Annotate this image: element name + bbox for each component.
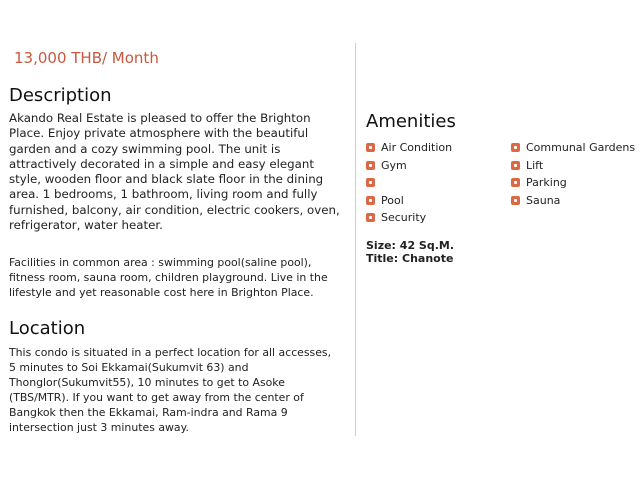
amenity-bullet-icon	[366, 143, 375, 152]
price-label: 13,000 THB/ Month	[14, 49, 159, 67]
amenity-label: Gym	[381, 158, 407, 172]
amenity-item	[511, 174, 635, 192]
amenity-label: Pool	[381, 193, 404, 207]
amenity-label: Air Condition	[381, 141, 453, 155]
amenity-label: Parking	[526, 176, 567, 190]
amenity-bullet-icon	[511, 161, 520, 170]
amenity-bullet-icon	[366, 196, 375, 205]
amenity-item	[366, 174, 452, 192]
amenity-label: Lift	[526, 158, 544, 172]
amenity-bullet-icon	[366, 161, 375, 170]
title-deed-label: Title: Chanote	[366, 251, 454, 265]
column-divider	[355, 43, 356, 436]
amenities-list-col2	[511, 139, 635, 209]
description-heading: Description	[9, 85, 112, 106]
description-paragraph: Akando Real Estate is pleased to offer the Brighton Place. Enjoy private atmosphere with the beautiful garden and a cozy swimming pool. The unit is attractively decorated in a simple and easy elegant style, wooden floor and black slate floor in the dining area. 1 bedrooms, 1 bathroom, living room and fully furnished, balcony, air condition, electric cookers, oven, refrigerator, water heater.	[9, 111, 340, 233]
size-label: Size: 42 Sq.M.	[366, 239, 455, 252]
location-paragraph: This condo is situated in a perfect location for all accesses, 5 minutes to Soi Ekkamai(Sukumvit 63) and Thonglor(Sukumvit55), 10 minutes to get to Asoke (TBS/MTR). If you want to get away from the center of Bangkok then the Ekkamai, Ram-indra and Rama 9 intersection just 3 minutes away.	[9, 346, 332, 434]
amenity-label: Communal Gardens	[526, 141, 636, 155]
amenity-bullet-icon	[511, 178, 520, 187]
location-heading: Location	[9, 318, 86, 339]
amenities-list-col1	[366, 139, 452, 227]
amenity-item	[366, 157, 452, 175]
amenities-heading: Amenities	[366, 111, 456, 132]
property-details	[366, 240, 454, 265]
amenity-bullet-icon	[366, 213, 375, 222]
amenity-item	[511, 157, 635, 175]
amenity-item	[366, 209, 452, 227]
amenity-label: Security	[381, 211, 427, 225]
amenity-bullet-icon	[511, 196, 520, 205]
amenity-item	[366, 192, 452, 210]
facilities-paragraph: Facilities in common area : swimming pool(saline pool), fitness room, sauna room, children playground. Live in the lifestyle and yet reasonable cost here in Brighton Place.	[9, 256, 328, 299]
amenity-bullet-icon	[511, 143, 520, 152]
amenity-item	[366, 139, 452, 157]
amenity-item	[511, 192, 635, 210]
amenity-bullet-icon	[366, 178, 375, 187]
amenity-item	[511, 139, 635, 157]
amenity-label: Sauna	[526, 193, 561, 207]
